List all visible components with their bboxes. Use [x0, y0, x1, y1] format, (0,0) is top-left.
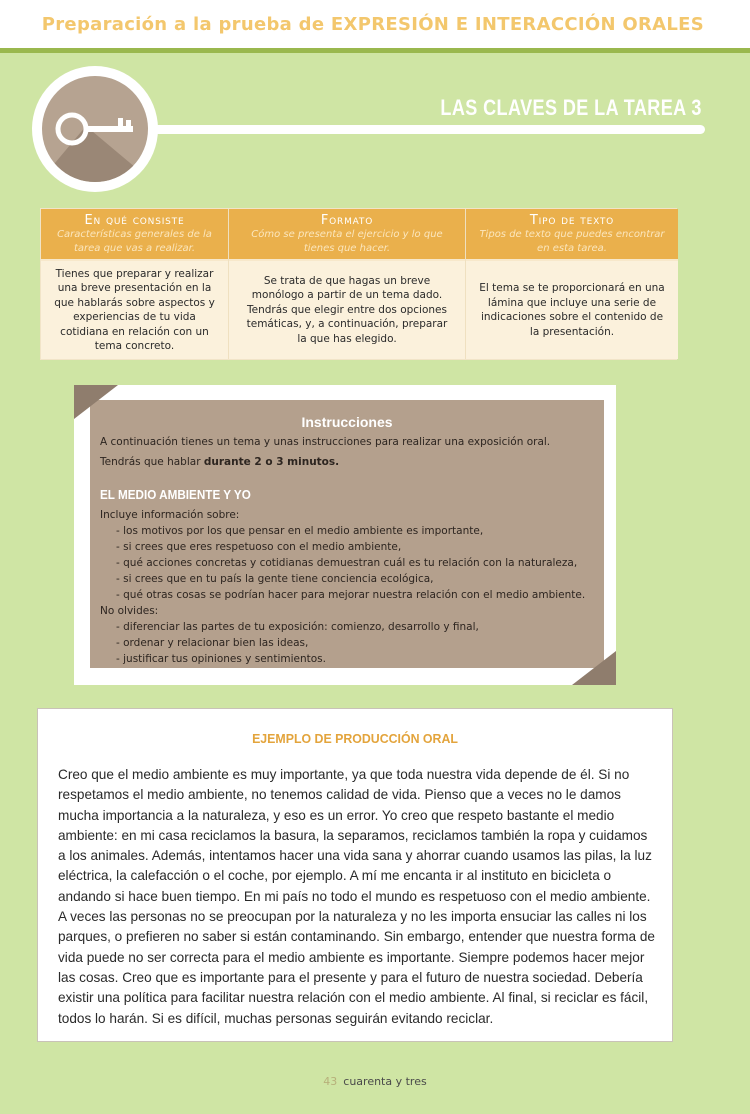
- remember-label: No olvides:: [100, 605, 159, 617]
- column-header: [41, 209, 228, 259]
- column-header: [466, 209, 678, 259]
- example-title: EJEMPLO DE PRODUCCIÓN ORAL: [252, 731, 458, 746]
- claves-table: [40, 208, 677, 360]
- instructions-line-1: A continuación tienes un tema y unas instrucciones para realizar una exposición oral.: [100, 436, 551, 448]
- column-heading: Formato: [320, 213, 374, 228]
- list-item: - si crees que eres respetuoso con el medio ambiente,: [116, 541, 402, 553]
- instructions-title: Instrucciones: [301, 414, 393, 430]
- instructions-line-2: [100, 456, 600, 468]
- column-body: Se trata de que hagas un breve monólogo a partir de un tema dado. Tendrás que elegir entre dos opciones temáticas, y, a continuación, preparar la que has elegido.: [229, 259, 465, 359]
- list-item: - ordenar y relacionar bien las ideas,: [116, 637, 309, 649]
- list-item: - si crees que en tu país la gente tiene conciencia ecológica,: [116, 573, 434, 585]
- column-subheading: Cómo se presenta el ejercicio y lo que tienes que hacer.: [251, 229, 443, 254]
- column-body: Tienes que preparar y realizar una breve presentación en la que hablarás sobre aspectos y experiencias de tu vida cotidiana en relación con un tema concreto.: [41, 259, 228, 359]
- column-heading: En qué consiste: [84, 213, 185, 228]
- claves-column-consiste: [41, 209, 229, 359]
- column-header: [229, 209, 465, 259]
- list-item: - qué acciones concretas y cotidianas demuestran cuál es tu relación con la naturaleza,: [116, 557, 578, 569]
- key-icon: [42, 76, 148, 182]
- page-number-words: cuarenta y tres: [343, 1075, 427, 1088]
- list-item: - justificar tus opiniones y sentimientos.: [116, 653, 326, 665]
- column-subheading: Características generales de la tarea que vas a realizar.: [57, 229, 212, 254]
- page-number: 43: [323, 1075, 338, 1088]
- column-body: El tema se te proporcionará en una lámina que incluye una serie de indicaciones sobre el contenido de la presentación.: [466, 259, 678, 359]
- section-title: LAS CLAVES DE LA TAREA 3: [440, 95, 702, 120]
- example-box: [37, 708, 673, 1042]
- emblem: [42, 76, 148, 182]
- include-list: [100, 507, 600, 667]
- example-text: Creo que el medio ambiente es muy importante, ya que toda nuestra vida depende de él. Si no respetamos el medio ambiente, no tenemos calidad de vida. Pienso que a veces no le damos mucha importancia a la naturaleza, y eso es un error. Yo creo que respeto bastante el medio ambiente: en mi casa reciclamos la basura, la separamos, reciclamos también la ropa y cuidamos a los animales. Además, intentamos hacer una vida sana y ahorrar cuando usamos las pilas, la luz eléctrica, la calefacción o el coche, por ejemplo. A mí me encanta ir al instituto en bicicleta o andando si hace buen tiempo. En mi país no todo el mundo es respetuoso con el medio ambiente. A veces las personas no se preocupan por la naturaleza y no les importa ensuciar las calles ni los parques, o prefieren no saber si están contaminando. Sin embargo, entender que nuestra forma de vida puede no ser correcta para el medio ambiente es importante. Siempre podemos hacer mejor las cosas. Creo que es importante para el presente y para el futuro de nuestra sociedad. Debería existir una política para facilitar nuestra relación con el medio ambiente. Al final, si reciclar es fácil, todos lo harán. Si es difícil, muchas personas seguirán evitando reciclar.: [58, 767, 655, 1026]
- instructions-line-2-prefix: Tendrás que hablar: [100, 456, 204, 468]
- section-title-bar: [155, 125, 705, 134]
- claves-column-tipo: [466, 209, 678, 359]
- header-rule: [0, 48, 750, 53]
- running-title: Preparación a la prueba de EXPRESIÓN E INTERACCIÓN ORALES: [41, 14, 704, 35]
- instructions-topic: EL MEDIO AMBIENTE Y YO: [100, 487, 251, 502]
- column-subheading: Tipos de texto que puedes encontrar en esta tarea.: [479, 229, 665, 254]
- page-footer: [0, 1075, 750, 1088]
- list-item: - los motivos por los que pensar en el medio ambiente es importante,: [116, 525, 484, 537]
- claves-column-formato: [229, 209, 466, 359]
- running-header: [0, 0, 750, 50]
- list-item: - qué otras cosas se podrían hacer para mejorar nuestra relación con el medio ambiente.: [116, 589, 586, 601]
- instructions-duration: durante 2 o 3 minutos.: [203, 456, 340, 468]
- list-item: - diferenciar las partes de tu exposición: comienzo, desarrollo y final,: [116, 621, 479, 633]
- column-heading: Tipo de texto: [529, 213, 615, 228]
- include-label: Incluye información sobre:: [100, 509, 240, 521]
